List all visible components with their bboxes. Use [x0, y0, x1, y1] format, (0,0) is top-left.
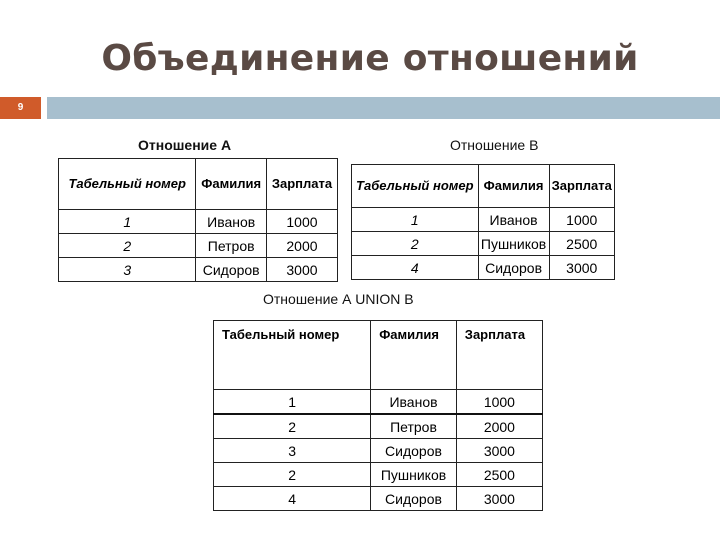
cell-tab-number: 3 — [214, 439, 371, 463]
table-row — [352, 232, 615, 256]
cell-tab-number: 1 — [59, 210, 196, 234]
cell-tab-number: 1 — [352, 208, 479, 232]
table-header-row — [214, 321, 543, 390]
cell-salary: 3000 — [266, 258, 337, 282]
cell-tab-number: 3 — [59, 258, 196, 282]
cell-surname: Иванов — [371, 390, 457, 415]
cell-tab-number: 1 — [214, 390, 371, 415]
header-tab-number: Табельный номер — [59, 159, 196, 210]
cell-salary: 2500 — [456, 463, 542, 487]
table-row — [352, 208, 615, 232]
cell-salary: 2000 — [266, 234, 337, 258]
cell-surname: Пушников — [371, 463, 457, 487]
table-row — [214, 390, 543, 415]
header-surname: Фамилия — [478, 165, 549, 208]
header-salary: Зарплата — [266, 159, 337, 210]
table-row — [214, 487, 543, 511]
cell-salary: 3000 — [549, 256, 614, 280]
header-salary: Зарплата — [456, 321, 542, 390]
table-union — [213, 320, 543, 511]
cell-tab-number: 2 — [214, 414, 371, 439]
cell-salary: 3000 — [456, 487, 542, 511]
cell-salary: 1000 — [456, 390, 542, 415]
table-row — [214, 463, 543, 487]
cell-surname: Иванов — [196, 210, 266, 234]
table-row — [352, 256, 615, 280]
caption-relation-a: Отношение А — [138, 137, 232, 153]
caption-union: Отношение А UNION В — [263, 291, 414, 307]
cell-tab-number: 2 — [214, 463, 371, 487]
cell-salary: 1000 — [549, 208, 614, 232]
table-relation-b — [351, 164, 615, 280]
cell-surname: Иванов — [478, 208, 549, 232]
cell-tab-number: 2 — [352, 232, 479, 256]
cell-tab-number: 4 — [352, 256, 479, 280]
caption-relation-b: Отношение В — [450, 137, 539, 153]
table-header-row — [59, 159, 338, 210]
table-row — [59, 234, 338, 258]
cell-surname: Пушников — [478, 232, 549, 256]
cell-surname: Сидоров — [371, 487, 457, 511]
table-row — [59, 210, 338, 234]
cell-surname: Сидоров — [478, 256, 549, 280]
cell-surname: Сидоров — [371, 439, 457, 463]
cell-surname: Петров — [196, 234, 266, 258]
cell-surname: Сидоров — [196, 258, 266, 282]
cell-salary: 2000 — [456, 414, 542, 439]
header-tab-number: Табельный номер — [214, 321, 371, 390]
cell-tab-number: 2 — [59, 234, 196, 258]
slide-title: Объединение отношений — [101, 38, 639, 79]
header-surname: Фамилия — [371, 321, 457, 390]
header-bar — [47, 97, 720, 119]
table-row — [214, 414, 543, 439]
table-relation-a — [58, 158, 338, 282]
cell-tab-number: 4 — [214, 487, 371, 511]
header-salary: Зарплата — [549, 165, 614, 208]
cell-salary: 1000 — [266, 210, 337, 234]
slide-number-badge: 9 — [0, 97, 41, 119]
table-row — [59, 258, 338, 282]
header-surname: Фамилия — [196, 159, 266, 210]
cell-salary: 3000 — [456, 439, 542, 463]
table-row — [214, 439, 543, 463]
header-tab-number: Табельный номер — [352, 165, 479, 208]
cell-salary: 2500 — [549, 232, 614, 256]
table-header-row — [352, 165, 615, 208]
cell-surname: Петров — [371, 414, 457, 439]
